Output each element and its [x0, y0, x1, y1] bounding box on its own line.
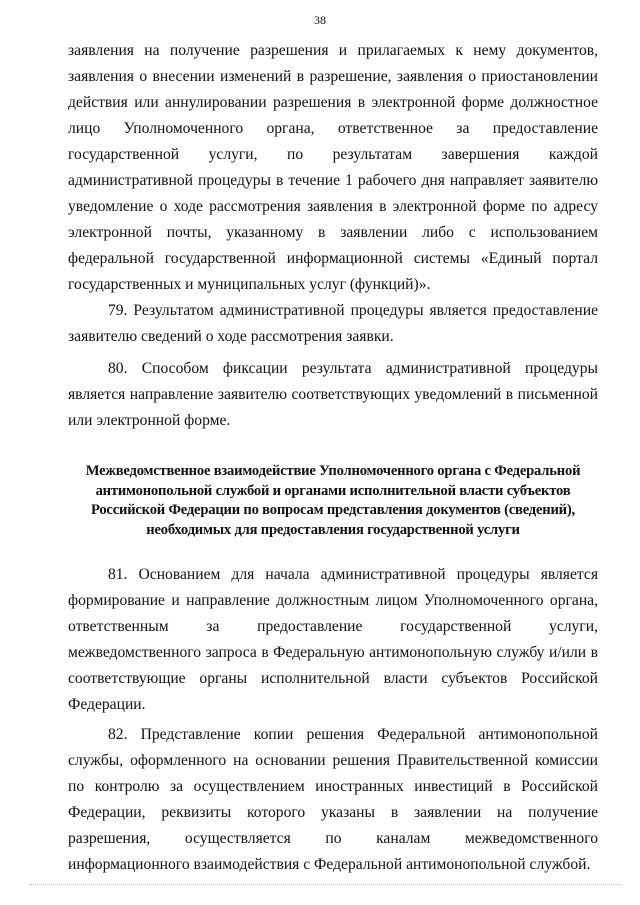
paragraph-80: 80. Способом фиксации результата административной процедуры является направление заявителю соответствующих уведомлений в письменной или электронной форме. [68, 360, 598, 429]
paragraph-continuation: заявления на получение разрешения и прилагаемых к нему документов, заявления о внесении изменений в разрешение, заявления о приостановлении действия или аннулировании разрешения в электронной форме должностное лицо Уполномоченного органа, ответственное за предоставление государственной услуги, по результатам завершения каждой административной процедуры в течение 1 рабочего дня направляет заявителю уведомление о ходе рассмотрения заявления в электронной форме по адресу электронной почты, указанному в заявлении либо с использованием федеральной государственной информационной системы «Единый портал государственных и муниципальных услуг (функций)». [68, 42, 598, 293]
section-heading-line: Межведомственное взаимодействие Уполномоченного органа с Федеральной [85, 463, 581, 479]
document-body [68, 38, 598, 878]
paragraph-81: 81. Основанием для начала административной процедуры является формирование и направление должностным лицом Уполномоченного органа, ответственным за предоставление государственной услуги, межведомственного запроса в Федеральную антимонопольную службу и/или в соответствующие органы исполнительной власти субъектов Российской Федерации. [68, 566, 598, 713]
paragraph-79: 79. Результатом административной процедуры является предоставление заявителю сведений о ходе рассмотрения заявки. [68, 302, 598, 345]
scan-artifact-line [30, 884, 620, 886]
paragraph-82: 82. Представление копии решения Федеральной антимонопольной службы, оформленного на основании решения Правительственной комиссии по контролю за осуществлением иностранных инвестиций в Российской Федерации, реквизиты которого указаны в заявлении на получение разрешения, осуществляется по каналам межведомственного информационного взаимодействия с Федеральной антимонопольной службой. [68, 726, 598, 873]
section-heading-line: необходимых для предоставления государственной услуги [146, 521, 520, 538]
section-heading-line: антимонопольной службой и органами исполнительной власти субъектов [95, 482, 571, 499]
page-number: 38 [314, 13, 326, 27]
section-heading-line: Российской Федерации по вопросам представления документов (сведений), [90, 502, 575, 518]
section-heading [68, 462, 598, 540]
